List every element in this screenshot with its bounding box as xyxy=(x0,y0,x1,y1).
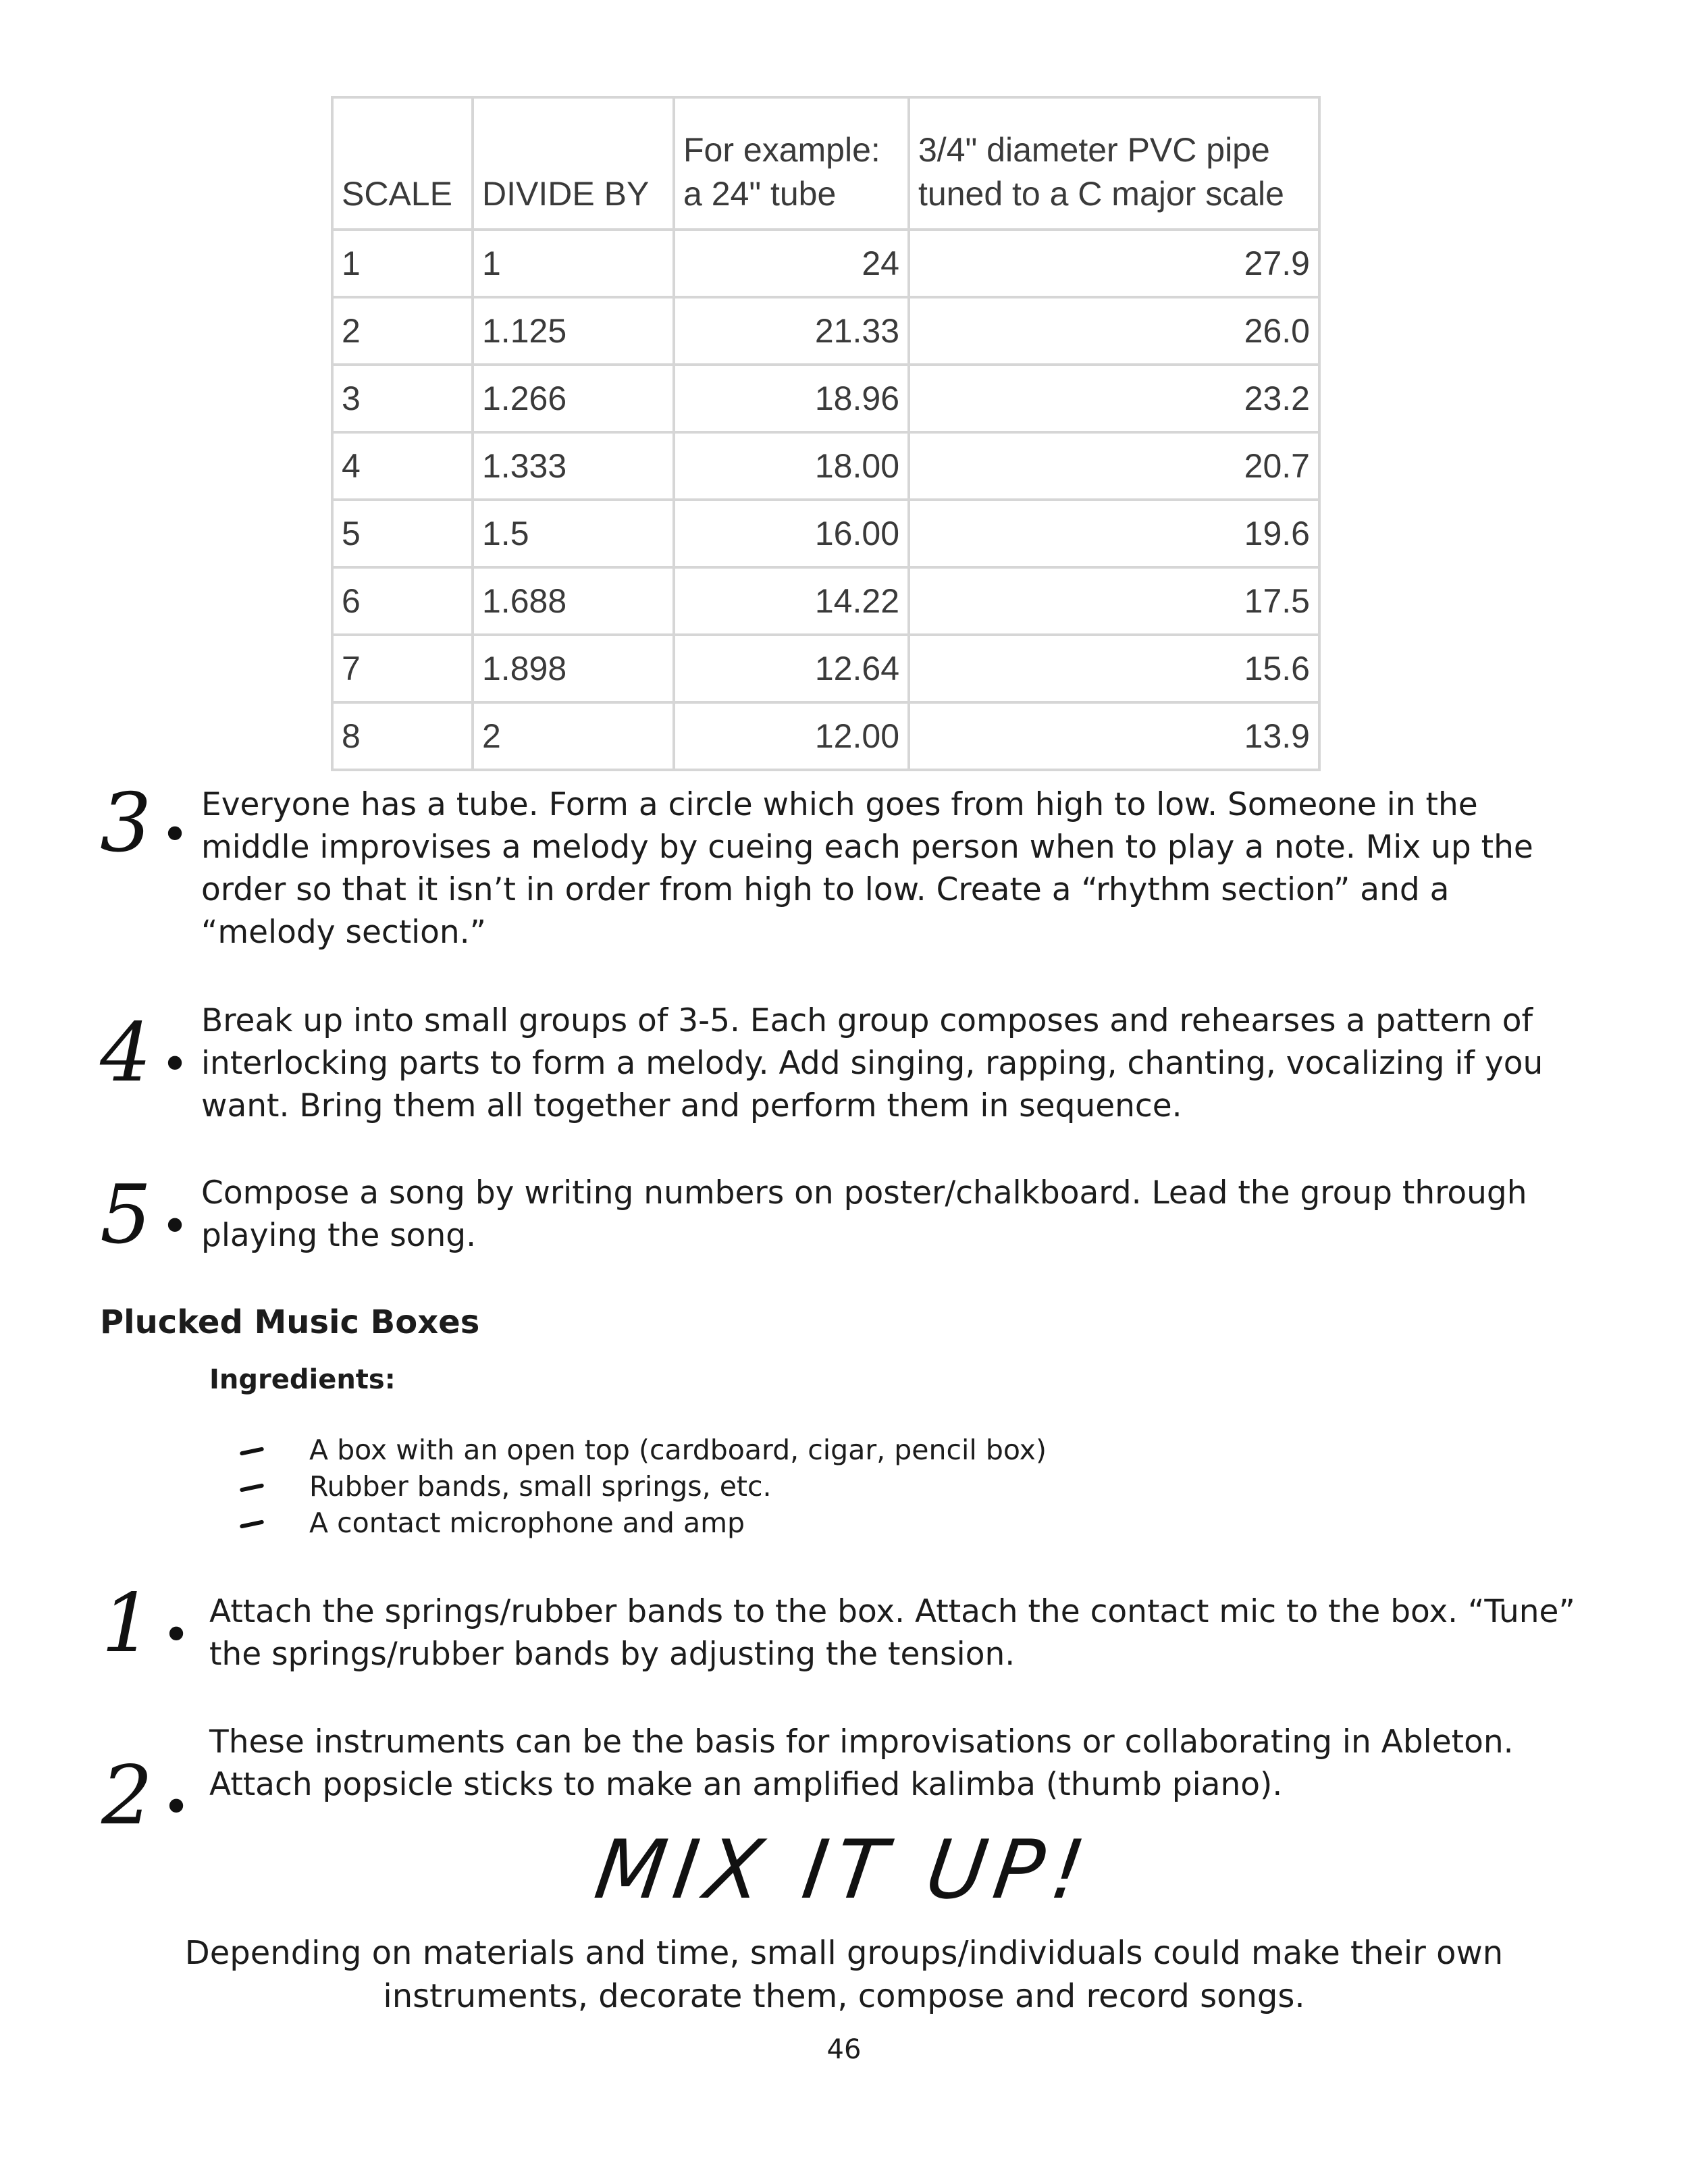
step-2-text: These instruments can be the basis for improvisations or collaborating in Ableton. Attach popsicle sticks to make an amplified kalimba (thumb piano). xyxy=(209,1723,1514,1803)
table-row xyxy=(332,635,1319,702)
step-5-text: Compose a song by writing numbers on poster/chalkboard. Lead the group through playing the song. xyxy=(201,1174,1527,1254)
step-number-4: 4 • xyxy=(100,1006,189,1100)
cell-pvc: 23.2 xyxy=(909,365,1319,432)
ingredients-list xyxy=(309,1432,1592,1541)
cell-scale: 1 xyxy=(332,230,473,297)
table-row xyxy=(332,567,1319,635)
cell-scale: 3 xyxy=(332,365,473,432)
cell-pvc: 17.5 xyxy=(909,567,1319,635)
mix-it-up-title: MIX IT UP! xyxy=(589,1823,1099,1917)
list-item: A contact microphone and amp xyxy=(309,1507,745,1539)
cell-example: 18.96 xyxy=(674,365,909,432)
step-4-text: Break up into small groups of 3-5. Each group composes and rehearses a pattern of interlocking parts to form a melody. Add singing, rapping, chanting, vocalizing if you want. Bring them all together and perform them in sequence. xyxy=(201,1002,1544,1124)
step-number-5: 5 • xyxy=(100,1168,189,1262)
list-item: A box with an open top (cardboard, cigar, pencil box) xyxy=(309,1434,1047,1466)
cell-scale: 5 xyxy=(332,500,473,567)
cell-scale: 8 xyxy=(332,702,473,770)
dash-bullet xyxy=(240,1519,264,1528)
step-number-3: 3 • xyxy=(100,777,189,870)
table-row xyxy=(332,432,1319,500)
step-number-1: 1 • xyxy=(101,1577,190,1671)
cell-scale: 7 xyxy=(332,635,473,702)
cell-scale: 4 xyxy=(332,432,473,500)
header-divide-by: DIVIDE BY xyxy=(473,97,674,230)
header-scale: SCALE xyxy=(332,97,473,230)
step-number-2: 2 • xyxy=(101,1749,190,1843)
dash-bullet xyxy=(240,1483,264,1492)
cell-divide-by: 1.688 xyxy=(473,567,674,635)
cell-pvc: 26.0 xyxy=(909,297,1319,365)
cell-example: 12.64 xyxy=(674,635,909,702)
cell-pvc: 13.9 xyxy=(909,702,1319,770)
cell-divide-by: 1.266 xyxy=(473,365,674,432)
cell-pvc: 27.9 xyxy=(909,230,1319,297)
cell-divide-by: 1.125 xyxy=(473,297,674,365)
cell-pvc: 19.6 xyxy=(909,500,1319,567)
closing-paragraph: Depending on materials and time, small groups/individuals could make their own instruments, decorate them, compose and record songs. xyxy=(184,1934,1504,2015)
page-number: 46 xyxy=(826,2034,862,2065)
table-row xyxy=(332,230,1319,297)
cell-divide-by: 1 xyxy=(473,230,674,297)
cell-example: 18.00 xyxy=(674,432,909,500)
cell-divide-by: 2 xyxy=(473,702,674,770)
table-row xyxy=(332,297,1319,365)
header-pvc-pipe: 3/4" diameter PVC pipe tuned to a C major scale xyxy=(909,97,1319,230)
cell-pvc: 15.6 xyxy=(909,635,1319,702)
cell-example: 21.33 xyxy=(674,297,909,365)
cell-example: 12.00 xyxy=(674,702,909,770)
list-item: Rubber bands, small springs, etc. xyxy=(309,1470,772,1503)
header-example-tube: For example: a 24" tube xyxy=(674,97,909,230)
cell-scale: 2 xyxy=(332,297,473,365)
cell-example: 24 xyxy=(674,230,909,297)
table-row xyxy=(332,365,1319,432)
ingredients-label: Ingredients: xyxy=(209,1364,396,1395)
section-title: Plucked Music Boxes xyxy=(100,1303,480,1341)
cell-divide-by: 1.5 xyxy=(473,500,674,567)
step-1-text: Attach the springs/rubber bands to the box. Attach the contact mic to the box. “Tune” the springs/rubber bands by adjusting the tension. xyxy=(209,1593,1575,1673)
step-3-text: Everyone has a tube. Form a circle which goes from high to low. Someone in the middle improvises a melody by cueing each person when to play a note. Mix up the order so that it isn’t in order from high to low. Create a “rhythm section” and a “melody section.” xyxy=(201,786,1533,951)
cell-example: 14.22 xyxy=(674,567,909,635)
table-row xyxy=(332,500,1319,567)
cell-example: 16.00 xyxy=(674,500,909,567)
table-row xyxy=(332,702,1319,770)
dash-bullet xyxy=(240,1447,264,1455)
cell-pvc: 20.7 xyxy=(909,432,1319,500)
cell-divide-by: 1.333 xyxy=(473,432,674,500)
pipe-scale-table xyxy=(331,96,1321,771)
table-header-row xyxy=(332,97,1319,230)
cell-divide-by: 1.898 xyxy=(473,635,674,702)
cell-scale: 6 xyxy=(332,567,473,635)
